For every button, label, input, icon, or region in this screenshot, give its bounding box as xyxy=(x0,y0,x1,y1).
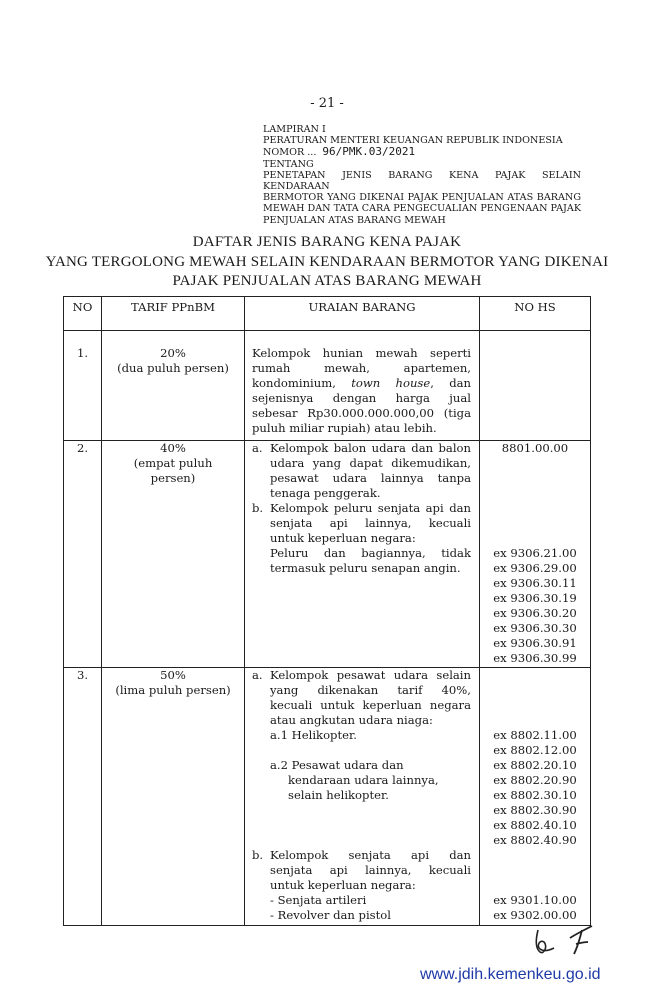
cell-line xyxy=(252,713,471,728)
row-number xyxy=(64,668,102,926)
line-text: kecuali untuk keperluan negara xyxy=(270,698,471,712)
line-text: persen) xyxy=(150,471,196,485)
document-title xyxy=(0,233,654,292)
cell-line xyxy=(480,683,590,698)
line-text: 8801.00.00 xyxy=(501,441,569,455)
cell-line xyxy=(252,788,471,803)
cell-line xyxy=(480,441,590,456)
cell-line xyxy=(252,441,471,456)
line-text: ex 9306.29.00 xyxy=(493,561,577,575)
line-text: senjata api lainnya, kecuali xyxy=(270,516,471,530)
cell-line xyxy=(252,516,471,531)
line-text: ex 9306.30.99 xyxy=(493,651,577,665)
line-text: 3. xyxy=(76,668,89,682)
cell-line xyxy=(480,576,590,591)
line-text: udara yang dapat dikemudikan, xyxy=(270,456,471,470)
line-text: Peluru dan bagiannya, tidak xyxy=(270,546,471,560)
cell-line xyxy=(102,456,244,471)
cell-line xyxy=(252,391,471,406)
footer-url[interactable]: www.jdih.kemenkeu.go.id xyxy=(420,966,601,983)
no-hs-cell xyxy=(480,331,591,441)
line-text: pesawat udara lainnya tanpa xyxy=(270,471,471,485)
tarif-cell xyxy=(102,331,245,441)
line-text: senjata api lainnya, kecuali xyxy=(270,863,471,877)
uraian-cell xyxy=(245,331,480,441)
cell-line xyxy=(252,773,471,788)
cell-line xyxy=(480,621,590,636)
cell-line xyxy=(480,788,590,803)
cell-line xyxy=(252,758,471,773)
nomor-line xyxy=(263,146,581,158)
about-line: MEWAH DAN TATA CARA PENGECUALIAN PENGENAAN PAJAK xyxy=(263,203,581,215)
cell-line xyxy=(480,606,590,621)
cell-line xyxy=(480,651,590,666)
cell-line xyxy=(480,501,590,516)
cell-line xyxy=(480,546,590,561)
line-text: ex 8802.11.00 xyxy=(493,728,577,742)
initials-signature xyxy=(530,922,600,960)
line-text: ex 8802.30.90 xyxy=(493,803,577,817)
cell-line xyxy=(480,591,590,606)
line-text: 1. xyxy=(76,346,89,360)
table-row xyxy=(64,441,591,668)
cell-line xyxy=(64,668,101,683)
title-line: PAJAK PENJUALAN ATAS BARANG MEWAH xyxy=(172,273,482,289)
line-text: sebesar Rp30.000.000.000,00 (tiga xyxy=(252,406,471,420)
line-text: ex 9306.30.91 xyxy=(493,636,577,650)
line-text: Kelompok hunian mewah seperti xyxy=(252,346,471,360)
row-number xyxy=(64,441,102,668)
cell-line xyxy=(102,361,244,376)
nomor-label: NOMOR ... xyxy=(263,147,317,159)
cell-line xyxy=(480,803,590,818)
line-text: ex 9306.30.30 xyxy=(493,621,577,635)
cell-line xyxy=(480,818,590,833)
line-text: ex 8802.12.00 xyxy=(493,743,577,757)
line-text: ex 8802.20.10 xyxy=(493,758,577,772)
cell-line xyxy=(252,346,471,361)
cell-line xyxy=(480,893,590,908)
list-marker: a. xyxy=(252,668,263,682)
about-line: BERMOTOR YANG DIKENAI PAJAK PENJUALAN ATAS BARANG xyxy=(263,192,581,204)
cell-line xyxy=(480,773,590,788)
cell-line xyxy=(480,516,590,531)
cell-line xyxy=(480,471,590,486)
cell-line xyxy=(480,486,590,501)
line-text: (empat puluh xyxy=(133,456,213,470)
cell-line xyxy=(252,833,471,848)
line-text: rumah mewah, apartemen, xyxy=(252,361,471,375)
line-text: Kelompok senjata api dan xyxy=(270,848,471,862)
cell-line xyxy=(102,683,244,698)
line-text: Kelompok pesawat udara selain xyxy=(270,668,471,682)
tarif-cell xyxy=(102,441,245,668)
tentang-label: TENTANG xyxy=(263,158,314,170)
line-text: - Senjata artileri xyxy=(270,893,367,907)
title-line: YANG TERGOLONG MEWAH SELAIN KENDARAAN BERMOTOR YANG DIKENAI xyxy=(45,253,609,270)
table-header-row xyxy=(64,297,591,331)
title-line: DAFTAR JENIS BARANG KENA PAJAK xyxy=(192,234,462,250)
regulation-label: PERATURAN MENTERI KEUANGAN REPUBLIK INDONESIA xyxy=(263,135,563,147)
cell-line xyxy=(480,561,590,576)
cell-line xyxy=(480,668,590,683)
cell-line xyxy=(252,421,471,436)
nomor-value: 96/PMK.03/2021 xyxy=(322,145,416,159)
line-text: ex 8802.40.90 xyxy=(493,833,577,847)
cell-line xyxy=(252,803,471,818)
line-text: a.1 Helikopter. xyxy=(270,728,357,742)
table-row xyxy=(64,331,591,441)
cell-line xyxy=(102,346,244,361)
line-text: ex 9306.21.00 xyxy=(493,546,577,560)
cell-line xyxy=(252,728,471,743)
cell-line xyxy=(480,743,590,758)
list-marker: a. xyxy=(252,441,263,455)
lampiran-header xyxy=(263,124,581,226)
line-text: sejenisnya dengan harga jual xyxy=(252,391,471,405)
line-text: atau angkutan udara niaga: xyxy=(270,713,433,727)
cell-line xyxy=(252,818,471,833)
line-text: untuk keperluan negara: xyxy=(270,878,416,892)
line-text: selain helikopter. xyxy=(288,788,389,802)
italic-term: town house xyxy=(351,376,431,390)
row-number xyxy=(64,331,102,441)
line-text: ex 9306.30.11 xyxy=(493,576,577,590)
cell-line xyxy=(102,668,244,683)
line-text: puluh miliar rupiah) atau lebih. xyxy=(252,421,437,435)
line-text: ex 8802.30.10 xyxy=(493,788,577,802)
cell-line xyxy=(252,456,471,471)
no-hs-cell xyxy=(480,441,591,668)
cell-line xyxy=(252,908,471,923)
page-number: - 21 - xyxy=(310,96,344,111)
cell-line xyxy=(252,546,471,561)
cell-line xyxy=(252,471,471,486)
line-text: ex 9302.00.00 xyxy=(493,908,577,922)
cell-line xyxy=(252,486,471,501)
about-line: PENETAPAN JENIS BARANG KENA PAJAK SELAIN KENDARAAN xyxy=(263,169,581,193)
line-text: a.2 Pesawat udara dan xyxy=(270,758,404,772)
tarif-cell xyxy=(102,668,245,926)
line-text: 40% xyxy=(160,441,186,455)
header-uraian: URAIAN BARANG xyxy=(245,297,480,331)
line-text: Kelompok peluru senjata api dan xyxy=(270,501,471,515)
cell-line xyxy=(252,361,471,376)
cell-line xyxy=(252,698,471,713)
header-no: NO xyxy=(64,297,102,331)
line-text: 2. xyxy=(76,441,89,455)
table-row xyxy=(64,668,591,926)
cell-line xyxy=(480,758,590,773)
cell-line xyxy=(480,833,590,848)
cell-line xyxy=(480,908,590,923)
cell-line: kondominium, town house, dan xyxy=(252,376,471,390)
line-text: tenaga penggerak. xyxy=(270,486,381,500)
list-marker: b. xyxy=(252,848,264,862)
line-text: ex 9301.10.00 xyxy=(493,893,577,907)
cell-line xyxy=(252,531,471,546)
cell-line xyxy=(480,713,590,728)
line-text: termasuk peluru senapan angin. xyxy=(270,561,461,575)
uraian-cell xyxy=(245,441,480,668)
cell-line xyxy=(480,531,590,546)
cell-line xyxy=(480,698,590,713)
cell-line xyxy=(252,668,471,683)
line-text: 50% xyxy=(160,668,186,682)
cell-line xyxy=(480,878,590,893)
cell-line xyxy=(64,346,101,361)
line-text: ex 9306.30.19 xyxy=(493,591,577,605)
line-text: ex 8802.20.90 xyxy=(493,773,577,787)
cell-line xyxy=(480,863,590,878)
cell-line xyxy=(252,863,471,878)
cell-line xyxy=(64,441,101,456)
about-line: PENJUALAN ATAS BARANG MEWAH xyxy=(263,214,446,226)
no-hs-cell xyxy=(480,668,591,926)
cell-line xyxy=(252,501,471,516)
line-text: untuk keperluan negara: xyxy=(270,531,416,545)
line-text: ex 9306.30.20 xyxy=(493,606,577,620)
lampiran-label: LAMPIRAN I xyxy=(263,124,326,135)
line-text: yang dikenakan tarif 40%, xyxy=(270,683,471,697)
cell-line xyxy=(480,636,590,651)
line-text: kendaraan udara lainnya, xyxy=(288,773,439,787)
cell-line xyxy=(252,561,471,576)
cell-line xyxy=(252,893,471,908)
line-text: 20% xyxy=(160,346,186,360)
cell-line xyxy=(252,878,471,893)
cell-line xyxy=(480,848,590,863)
line-text: Kelompok balon udara dan balon xyxy=(270,441,471,455)
header-no-hs: NO HS xyxy=(480,297,591,331)
cell-line xyxy=(252,848,471,863)
cell-line xyxy=(252,683,471,698)
line-text: - Revolver dan pistol xyxy=(270,908,391,922)
cell-line xyxy=(102,471,244,486)
cell-line xyxy=(102,441,244,456)
line-text: (lima puluh persen) xyxy=(115,683,231,697)
goods-table xyxy=(63,296,591,926)
cell-line xyxy=(252,743,471,758)
cell-line xyxy=(480,728,590,743)
uraian-cell xyxy=(245,668,480,926)
line-text: (dua puluh persen) xyxy=(117,361,229,375)
list-marker: b. xyxy=(252,501,264,515)
line-text: ex 8802.40.10 xyxy=(493,818,577,832)
header-tarif: TARIF PPnBM xyxy=(102,297,245,331)
cell-line xyxy=(252,406,471,421)
cell-line xyxy=(480,456,590,471)
